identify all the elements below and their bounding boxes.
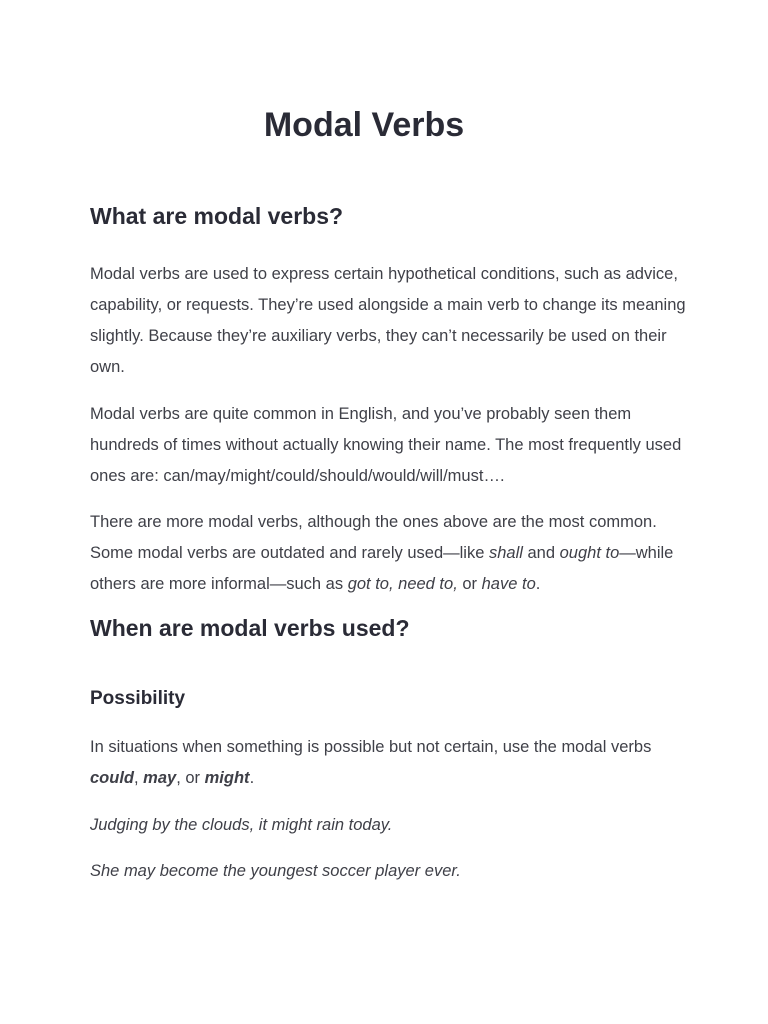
example-sentence-soccer: She may become the youngest soccer player ever. [90, 862, 461, 880]
section-heading-what: What are modal verbs? [90, 203, 344, 229]
paragraph-possibility [90, 732, 690, 794]
subsection-heading-possibility: Possibility [90, 688, 186, 709]
example-words-informal: got to, need to, [347, 575, 458, 593]
example-sentence-rain: Judging by the clouds, it might rain today. [90, 816, 393, 834]
paragraph-definition: Modal verbs are used to express certain hypothetical conditions, such as advice, capability, or requests. They’re used alongside a main verb to change its meaning slightly. Because they’re auxiliary verbs, they can’t necessarily be used on their own. [90, 265, 686, 376]
text-segment: , [134, 769, 144, 787]
paragraph-common: Modal verbs are quite common in English, and you’ve probably seen them hundreds of times without actually knowing their name. The most frequently used ones are: can/may/might/could/should/would/will/must…. [90, 405, 682, 485]
example-word-have-to: have to [481, 575, 536, 593]
text-segment: or [457, 575, 482, 593]
paragraph-more-modals [90, 507, 690, 600]
text-segment: , or [176, 769, 205, 787]
text-segment: . [249, 769, 255, 787]
example-word-shall: shall [488, 544, 523, 562]
text-segment: and [522, 544, 560, 562]
example-word-ought-to: ought to [559, 544, 620, 562]
text-segment: —while others are more informal—such as [90, 544, 674, 593]
text-segment: There are more modal verbs, although the ones above are the most common. Some modal verbs are outdated and rarely used—like [90, 513, 657, 562]
modal-may: may [143, 769, 177, 787]
modal-might: might [204, 769, 250, 787]
text-segment: In situations when something is possible but not certain, use the modal verbs [90, 738, 652, 756]
page-title: Modal Verbs [263, 106, 465, 144]
modal-could: could [90, 769, 134, 787]
text-segment: . [535, 575, 541, 593]
section-heading-when: When are modal verbs used? [90, 615, 410, 641]
